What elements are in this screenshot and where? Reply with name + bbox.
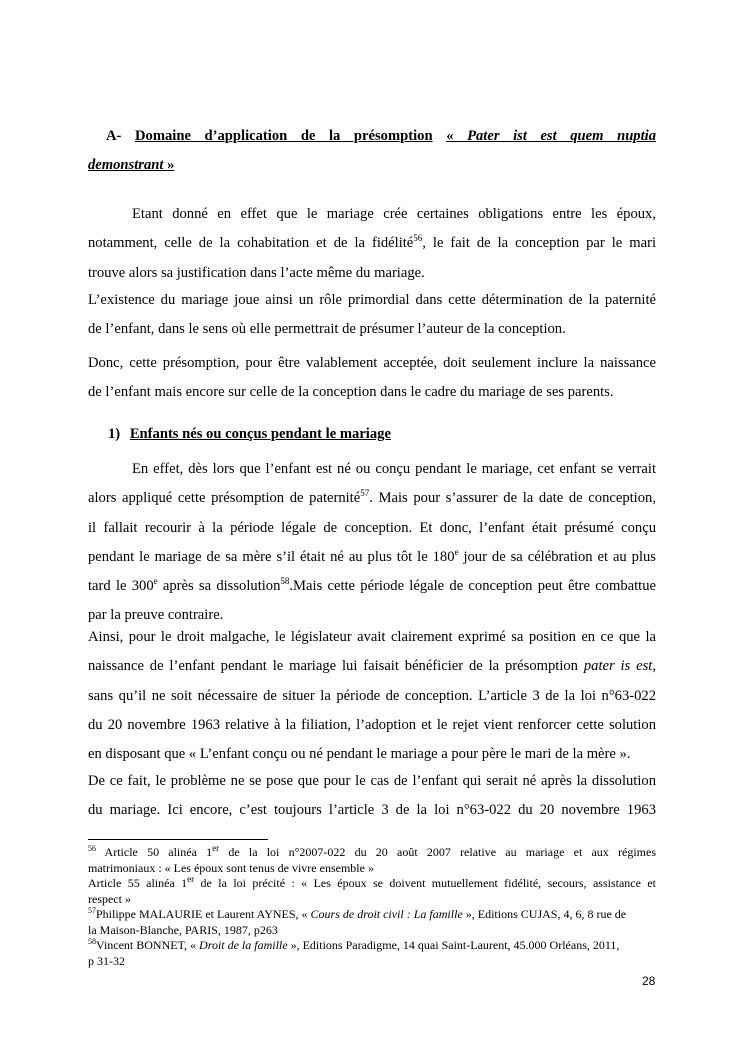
footnote-ref-56[interactable]: 56 — [413, 233, 423, 244]
page-number: 28 — [642, 974, 656, 988]
subsection-number: 1) — [108, 426, 121, 442]
footnote-57: $^{57}$Philippe MALAURIE et Laurent AYNES, « Cours de droit civil : La famille », Editions CUJAS, 4, 6, 8 rue de la Maison-Blanche, PARIS, 1987, p263 — [88, 906, 627, 937]
paragraph-1: Etant donné en effet que le mariage crée certaines obligations entre les époux, notamment, celle de la cohabitation et de la fidélité$^{56}$, le fait de la conception par le mari trouve alors sa justification dans l’acte même du mariage. — [88, 206, 656, 281]
subsection-heading — [88, 424, 656, 444]
footnote-ref-58[interactable]: 58 — [280, 576, 290, 587]
paragraph-6: De ce fait, le problème ne se pose que pour le cas de l’enfant qui serait né après la dissolution du mariage. Ici encore, c’est toujours l’article 3 de la loi n°63-022 du 20 novembre 1963 — [88, 773, 656, 819]
paragraph-5: Ainsi, pour le droit malgache, le législateur avait clairement exprimé sa position en ce que la naissance de l’enfant pendant le mariage lui faisait bénéficier de la présomption pater is est, sans qu’il ne soit nécessaire de situer la période de conception. L’article 3 de la loi n°63-022 du 20 novembre 1963 relative à la filiation, l’adoption et le rejet vient renforcer cette solution en disposant que « L’enfant conçu ou né pendant le mariage a pour père le mari de la mère ». — [88, 629, 656, 763]
footnote-56: $^{56}$ Article 50 alinéa 1er de la loi n°2007-022 du 20 août 2007 relative au mariage et aux régimes matrimoniaux : « Les époux sont tenus de vivre ensemble » Article 55 alinéa 1er de la loi précité : « Les époux se doivent mutuellement fidélité, secours, assistance et respect » — [88, 843, 656, 906]
subsection-title: Enfants nés ou conçus pendant le mariage — [129, 426, 391, 442]
paragraph-2: L’existence du mariage joue ainsi un rôle primordial dans cette détermination de la paternité de l’enfant, dans le sens où elle permettrait de présumer l’auteur de la conception. — [88, 292, 656, 338]
section-heading-line-2: demonstrant » — [88, 157, 175, 174]
paragraph-3: Donc, cette présomption, pour être valablement acceptée, doit seulement inclure la naissance de l’enfant mais encore sur celle de la conception dans le cadre du mariage de ses parents. — [88, 355, 656, 401]
footnote-58: $^{58}$Vincent BONNET, « Droit de la famille », Editions Paradigme, 14 quai Saint-Laurent, 45.000 Orléans, 2011, p 31-32 — [88, 937, 620, 968]
paragraph-4: En effet, dès lors que l’enfant est né ou conçu pendant le mariage, cet enfant se verrait alors appliqué cette présomption de paternité$^{57}$. Mais pour s’assurer de la date de conception, il fallait recourir à la période légale de conception. Et donc, l’enfant était présumé conçu pendant le mariage de sa mère s’il était né au plus tôt le 180e jour de sa célébration et au plus tard le 300e après sa dissolution$^{58}$.Mais cette période légale de conception peut être combattue par la preuve contraire. — [88, 461, 656, 624]
section-prefix: A- — [106, 128, 122, 144]
section-title: Domaine d’application de la présomption — [135, 128, 433, 144]
section-heading-line-1: A- Domaine d’application de la présomption « Pater ist est quem nuptia — [106, 128, 657, 144]
footnote-ref-57[interactable]: 57 — [360, 488, 370, 499]
footnote-separator — [88, 839, 268, 840]
section-heading — [88, 122, 656, 181]
